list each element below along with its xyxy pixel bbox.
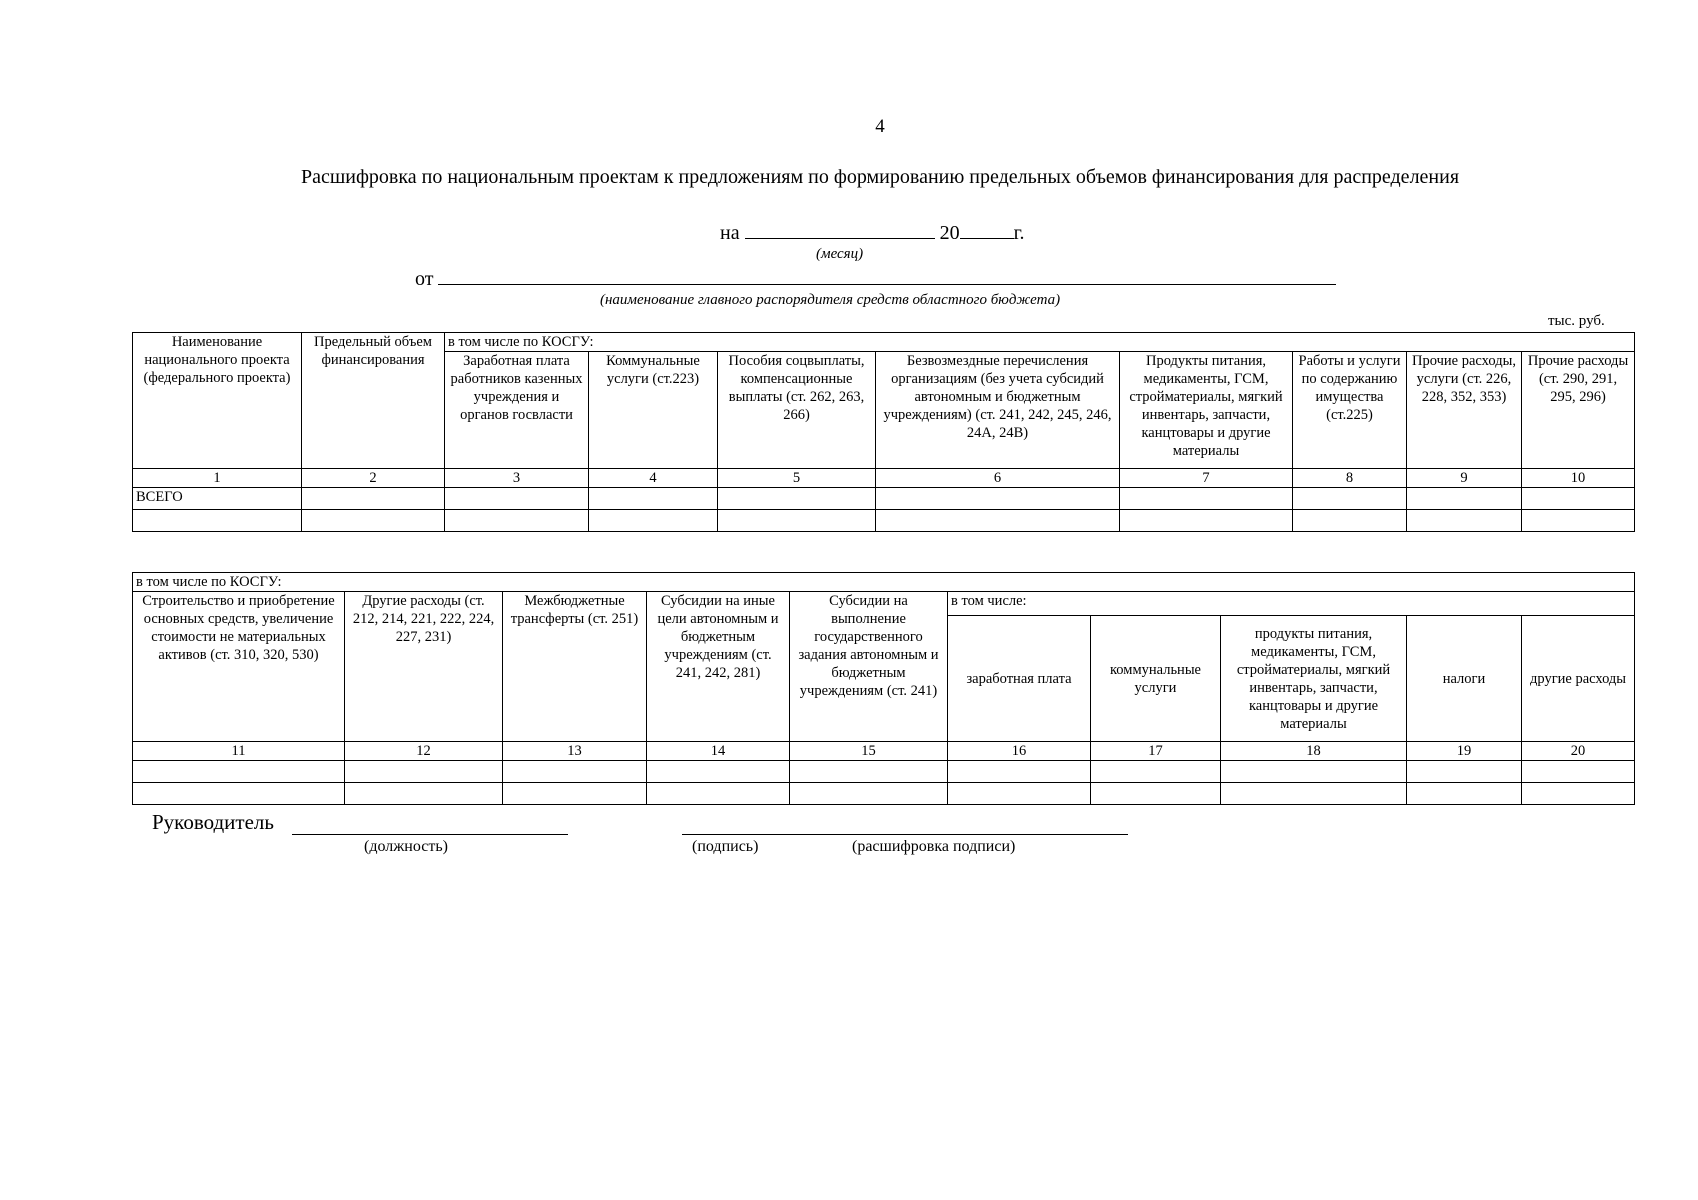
column-number: 19 xyxy=(1407,742,1522,761)
header-subsidies-other: Субсидии на иные цели автономным и бюджетным учреждениям (ст. 241, 242, 281) xyxy=(647,592,790,742)
header-other-expenses: Другие расходы (ст. 212, 214, 221, 222, 224, 227, 231) xyxy=(345,592,503,742)
table-cell[interactable] xyxy=(589,488,718,510)
from-line xyxy=(415,266,1336,291)
total-label: ВСЕГО xyxy=(133,488,302,510)
year-field[interactable] xyxy=(960,220,1014,239)
column-number: 11 xyxy=(133,742,345,761)
table-cell[interactable] xyxy=(503,783,647,805)
column-number: 2 xyxy=(302,469,445,488)
table-cell[interactable] xyxy=(718,510,876,532)
header-benefits: Пособия соцвыплаты, компенсационные выплаты (ст. 262, 263, 266) xyxy=(718,352,876,469)
organization-caption: (наименование главного распорядителя средств областного бюджета) xyxy=(600,292,1061,308)
table-cell[interactable] xyxy=(1221,761,1407,783)
kosgu-details-table xyxy=(132,572,1635,805)
period-prefix: на xyxy=(720,222,740,244)
table-cell[interactable] xyxy=(948,783,1091,805)
table-cell[interactable] xyxy=(948,761,1091,783)
document-title: Расшифровка по национальным проектам к предложениям по формированию предельных объемов финансирования для распределения xyxy=(300,166,1460,188)
page-number: 4 xyxy=(875,116,885,137)
header-subsidies-state-task: Субсидии на выполнение государственного задания автономным и бюджетным учреждениям (ст. 241) xyxy=(790,592,948,742)
table-cell[interactable] xyxy=(647,761,790,783)
table-cell[interactable] xyxy=(345,783,503,805)
table-cell[interactable] xyxy=(1091,783,1221,805)
period-line xyxy=(720,220,1025,245)
column-number: 18 xyxy=(1221,742,1407,761)
table-row xyxy=(133,761,1635,783)
signature-caption: (подпись) xyxy=(692,838,759,855)
column-number: 1 xyxy=(133,469,302,488)
table-cell[interactable] xyxy=(876,488,1120,510)
position-caption: (должность) xyxy=(364,838,448,855)
organization-field[interactable] xyxy=(438,266,1336,285)
header-materials: продукты питания, медикаменты, ГСМ, стройматериалы, мягкий инвентарь, запчасти, канцтовары и другие материалы xyxy=(1221,616,1407,742)
column-number: 5 xyxy=(718,469,876,488)
table-cell[interactable] xyxy=(1522,783,1635,805)
header-materials: Продукты питания, медикаменты, ГСМ, стройматериалы, мягкий инвентарь, запчасти, канцтовары и другие материалы xyxy=(1120,352,1293,469)
table-cell[interactable] xyxy=(589,510,718,532)
table-cell[interactable] xyxy=(445,510,589,532)
column-numbers-row xyxy=(133,742,1635,761)
signature-decode-caption: (расшифровка подписи) xyxy=(852,838,1016,855)
table-cell[interactable] xyxy=(503,761,647,783)
header-taxes: налоги xyxy=(1407,616,1522,742)
table-cell[interactable] xyxy=(1522,510,1635,532)
column-number: 17 xyxy=(1091,742,1221,761)
column-number: 3 xyxy=(445,469,589,488)
table-cell[interactable] xyxy=(133,510,302,532)
signature-field[interactable] xyxy=(682,834,1128,835)
header-grants: Безвозмездные перечисления организациям (без учета субсидий автономным и бюджетным учреждениям) (ст. 241, 242, 245, 246, 24А, 24В) xyxy=(876,352,1120,469)
table-cell[interactable] xyxy=(1120,488,1293,510)
table-cell[interactable] xyxy=(345,761,503,783)
table-cell[interactable] xyxy=(1221,783,1407,805)
table-cell[interactable] xyxy=(445,488,589,510)
projects-table xyxy=(132,332,1635,532)
total-row xyxy=(133,488,1635,510)
column-number: 8 xyxy=(1293,469,1407,488)
column-number: 10 xyxy=(1522,469,1635,488)
signature-label: Руководитель xyxy=(152,810,274,834)
table-cell[interactable] xyxy=(647,783,790,805)
from-prefix: от xyxy=(415,268,434,290)
month-caption: (месяц) xyxy=(816,246,864,262)
position-field[interactable] xyxy=(292,834,568,835)
header-including: в том числе: xyxy=(948,592,1635,616)
header-transfers: Межбюджетные трансферты (ст. 251) xyxy=(503,592,647,742)
header-salary: Заработная плата работников казенных учреждения и органов госвласти xyxy=(445,352,589,469)
table-cell[interactable] xyxy=(1120,510,1293,532)
header-other-services: Прочие расходы, услуги (ст. 226, 228, 352, 353) xyxy=(1407,352,1522,469)
table-cell[interactable] xyxy=(1407,783,1522,805)
units-label: тыс. руб. xyxy=(1548,313,1605,329)
header-other: другие расходы xyxy=(1522,616,1635,742)
table-row xyxy=(133,510,1635,532)
column-numbers-row xyxy=(133,469,1635,488)
year-prefix: 20 xyxy=(939,222,960,244)
header-limit-volume: Предельный объем финансирования xyxy=(302,333,445,469)
table-cell[interactable] xyxy=(1407,488,1522,510)
table-cell[interactable] xyxy=(1407,510,1522,532)
month-field[interactable] xyxy=(745,220,935,239)
column-number: 15 xyxy=(790,742,948,761)
column-number: 13 xyxy=(503,742,647,761)
column-number: 6 xyxy=(876,469,1120,488)
table-cell[interactable] xyxy=(1522,761,1635,783)
period-suffix: г. xyxy=(1013,222,1025,244)
column-number: 16 xyxy=(948,742,1091,761)
column-number: 7 xyxy=(1120,469,1293,488)
table-cell[interactable] xyxy=(1091,761,1221,783)
column-number: 12 xyxy=(345,742,503,761)
column-number: 14 xyxy=(647,742,790,761)
header-kosgu-group: в том числе по КОСГУ: xyxy=(133,573,1635,592)
table-cell[interactable] xyxy=(133,783,345,805)
header-utilities: коммунальные услуги xyxy=(1091,616,1221,742)
table-cell[interactable] xyxy=(1522,488,1635,510)
header-kosgu-group: в том числе по КОСГУ: xyxy=(445,333,1635,352)
column-number: 20 xyxy=(1522,742,1635,761)
table-cell[interactable] xyxy=(1407,761,1522,783)
header-utilities: Коммунальные услуги (ст.223) xyxy=(589,352,718,469)
header-salary: заработная плата xyxy=(948,616,1091,742)
table-cell[interactable] xyxy=(302,510,445,532)
table-row xyxy=(133,783,1635,805)
header-capital-assets: Строительство и приобретение основных средств, увеличение стоимости не материальных активов (ст. 310, 320, 530) xyxy=(133,592,345,742)
table-cell[interactable] xyxy=(1293,488,1407,510)
header-other-expenses: Прочие расходы (ст. 290, 291, 295, 296) xyxy=(1522,352,1635,469)
table-cell[interactable] xyxy=(876,510,1120,532)
table-cell[interactable] xyxy=(133,761,345,783)
table-cell[interactable] xyxy=(302,488,445,510)
table-cell[interactable] xyxy=(790,783,948,805)
header-project-name: Наименование национального проекта (федерального проекта) xyxy=(133,333,302,469)
table-cell[interactable] xyxy=(790,761,948,783)
column-number: 4 xyxy=(589,469,718,488)
header-maintenance: Работы и услуги по содержанию имущества (ст.225) xyxy=(1293,352,1407,469)
column-number: 9 xyxy=(1407,469,1522,488)
table-cell[interactable] xyxy=(1293,510,1407,532)
table-cell[interactable] xyxy=(718,488,876,510)
